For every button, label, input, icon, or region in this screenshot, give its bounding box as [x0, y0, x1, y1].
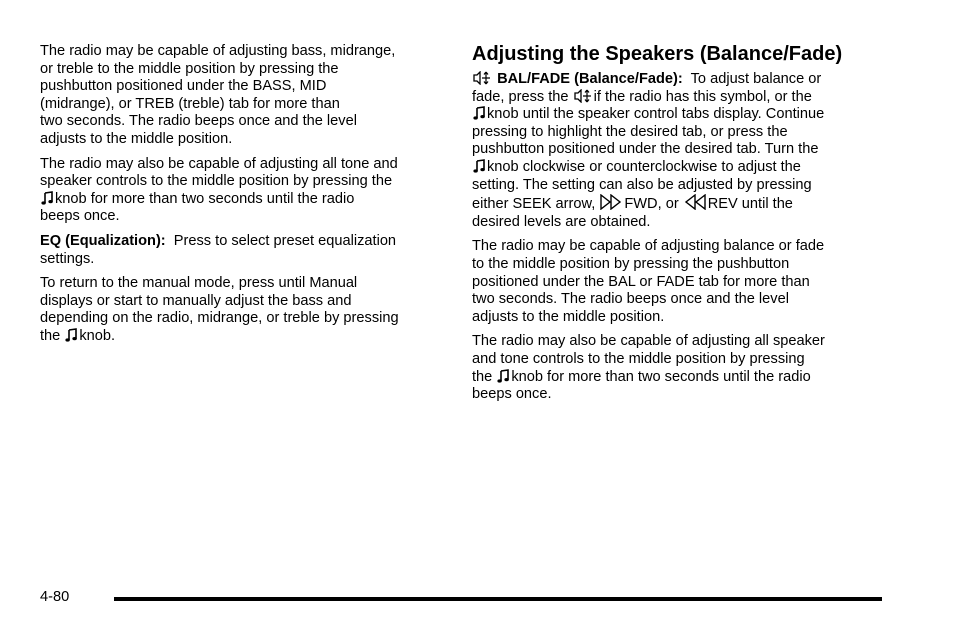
text-line: To return to the manual mode, press until Manual — [40, 275, 358, 292]
music-note-icon — [497, 369, 509, 383]
text-line: settings. — [40, 250, 95, 267]
text-line: pushbutton positioned under the desired tab. Turn the — [472, 141, 819, 158]
balance-fade-paragraph — [472, 71, 868, 231]
speaker-balance-icon — [473, 71, 491, 85]
text-line: beeps once. — [40, 208, 120, 225]
manual-mode-paragraph — [40, 275, 442, 345]
text-line: fade, press the — [472, 88, 569, 105]
text-line: FWD, or — [624, 196, 679, 213]
text-line: pressing to highlight the desired tab, or press the — [472, 123, 788, 140]
text-line: REV until the — [707, 196, 793, 213]
seek-reverse-icon — [684, 194, 706, 210]
text-line: two seconds. The radio beeps once and the level — [472, 291, 789, 308]
text-line: pushbutton positioned under the BASS, MID — [40, 78, 327, 95]
page-number: 4-80 — [40, 589, 70, 605]
text-line: and tone controls to the middle position by pressing — [472, 350, 805, 367]
text-line: two seconds. The radio beeps once and the level — [40, 113, 357, 130]
text-line: depending on the radio, midrange, or treble by pressing — [40, 310, 399, 327]
text-line: adjusts to the middle position. — [472, 308, 665, 325]
music-note-icon — [473, 159, 485, 173]
balance-reset-paragraph — [472, 238, 868, 326]
text-line: beeps once. — [472, 386, 552, 403]
footer-rule — [114, 597, 882, 601]
seek-forward-icon — [600, 194, 622, 210]
text-line: the — [472, 368, 493, 385]
text-line: to the middle position by pressing the pushbutton — [472, 255, 790, 272]
music-note-icon — [473, 106, 485, 120]
text-line: adjusts to the middle position. — [40, 130, 233, 147]
text-line: The radio may be capable of adjusting balance or fade — [472, 238, 825, 255]
text-line: The radio may be capable of adjusting bass, midrange, — [40, 43, 396, 59]
text-line: knob clockwise or counterclockwise to adjust the — [487, 158, 801, 175]
speaker-tone-reset-paragraph — [472, 333, 868, 403]
text-line: positioned under the BAL or FADE tab for more than — [472, 273, 810, 290]
text-line: The radio may also be capable of adjusting all tone and — [40, 155, 398, 172]
speaker-balance-icon — [574, 89, 592, 103]
eq-label: EQ (Equalization): — [40, 232, 166, 249]
text-line: knob for more than two seconds until the radio — [55, 190, 355, 207]
text-line: To adjust balance or — [690, 71, 822, 87]
text-line: knob. — [79, 327, 116, 344]
text-line: knob for more than two seconds until the radio — [511, 368, 811, 385]
text-line: speaker controls to the middle position by pressing the — [40, 173, 393, 190]
music-note-icon — [41, 191, 53, 205]
text-line: setting. The setting can also be adjusted by pressing — [472, 176, 812, 193]
text-line: or treble to the middle position by pressing the — [40, 60, 339, 77]
text-line: (midrange), or TREB (treble) tab for more than — [40, 95, 340, 112]
music-note-icon — [65, 328, 77, 342]
text-line: the — [40, 327, 61, 344]
text-line: Press to select preset equalization — [173, 232, 397, 249]
bass-mid-treb-paragraph — [40, 43, 442, 149]
text-line: knob until the speaker control tabs display. Continue — [487, 106, 825, 123]
text-line: if the radio has this symbol, or the — [593, 88, 812, 105]
text-line: either SEEK arrow, — [472, 196, 596, 213]
text-line: The radio may also be capable of adjusting all speaker — [472, 333, 825, 350]
left-column — [40, 43, 442, 353]
text-line: displays or start to manually adjust the bass and — [40, 292, 352, 309]
tone-reset-paragraph — [40, 156, 442, 226]
right-column — [472, 42, 868, 411]
text-line: desired levels are obtained. — [472, 213, 651, 230]
eq-paragraph — [40, 233, 442, 268]
section-heading: Adjusting the Speakers (Balance/Fade) — [472, 43, 843, 65]
bal-fade-label: BAL/FADE (Balance/Fade): — [497, 71, 683, 87]
